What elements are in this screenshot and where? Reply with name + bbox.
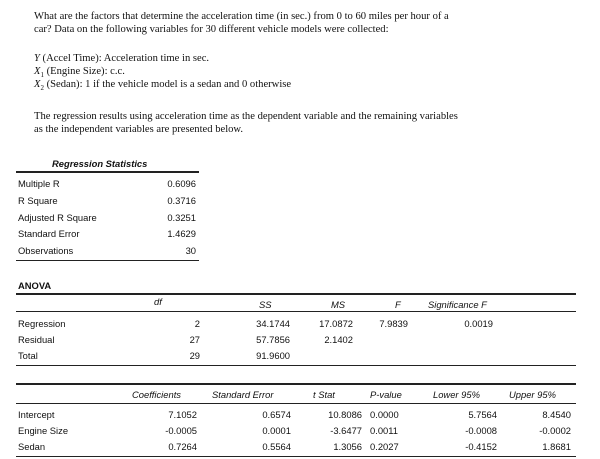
coef-cell: 0.7264 xyxy=(168,441,197,452)
reg-stats-label-multiple-r: Multiple R xyxy=(18,178,60,189)
anova-cell-df: 29 xyxy=(189,350,200,361)
intro-line-2: car? Data on the following variables for 30 different vehicle models were collected: xyxy=(34,24,389,35)
anova-row-label: Residual xyxy=(18,334,55,345)
reg-stats-label-std-error: Standard Error xyxy=(18,228,80,239)
coef-header-p-value: P-value xyxy=(370,389,402,400)
coef-header-t-stat: t Stat xyxy=(313,389,335,400)
reg-stats-label-r-square: R Square xyxy=(18,195,58,206)
reg-stats-value-multiple-r: 0.6096 xyxy=(167,178,196,189)
variable-x1-desc: (Engine Size): c.c. xyxy=(43,66,125,77)
coef-cell: -3.6477 xyxy=(330,425,362,436)
anova-cell-f: 7.9839 xyxy=(379,318,408,329)
coef-cell: 0.0001 xyxy=(262,425,291,436)
anova-cell-ss: 34.1744 xyxy=(256,318,290,329)
coef-header-coefficients: Coefficients xyxy=(132,389,181,400)
anova-row-label: Regression xyxy=(18,318,66,329)
reg-stats-bottom-rule xyxy=(16,260,199,261)
coef-cell: 0.6574 xyxy=(262,409,291,420)
variable-x1 xyxy=(34,66,125,79)
coef-cell: 0.5564 xyxy=(262,441,291,452)
variable-x2-sub: 2 xyxy=(40,84,44,93)
anova-cell-ss: 57.7856 xyxy=(256,334,290,345)
coef-cell: 0.0000 xyxy=(370,409,399,420)
coef-bottom-rule xyxy=(16,456,576,457)
anova-cell-ms: 2.1402 xyxy=(324,334,353,345)
variable-y xyxy=(34,53,209,66)
variable-y-symbol: Y xyxy=(34,53,40,64)
coef-cell: 1.3056 xyxy=(333,441,362,452)
coef-cell: 8.4540 xyxy=(542,409,571,420)
reg-stats-value-adj-r-square: 0.3251 xyxy=(167,212,196,223)
reg-stats-title: Regression Statistics xyxy=(52,158,148,169)
coef-row-label: Engine Size xyxy=(18,425,69,436)
anova-cell-df: 2 xyxy=(194,318,200,329)
coef-cell: 7.1052 xyxy=(168,409,197,420)
variable-x2-desc: (Sedan): 1 if the vehicle model is a sedan and 0 otherwise xyxy=(43,79,292,90)
coef-cell: -0.0005 xyxy=(165,425,197,436)
reg-stats-value-observations: 30 xyxy=(185,245,196,256)
coef-cell: 10.8086 xyxy=(328,409,362,420)
anova-header-f: F xyxy=(395,299,401,310)
variable-x1-sub: 1 xyxy=(40,71,44,80)
coef-row-label: Intercept xyxy=(18,409,55,420)
anova-header-significance-f: Significance F xyxy=(428,299,487,310)
coef-cell: 1.8681 xyxy=(542,441,571,452)
coef-cell: -0.0002 xyxy=(539,425,571,436)
intro-line-1: What are the factors that determine the acceleration time (in sec.) from 0 to 60 miles per hour of a xyxy=(34,11,449,22)
coef-header-rule xyxy=(16,403,576,404)
coef-cell: 0.2027 xyxy=(370,441,399,452)
anova-header-df: df xyxy=(154,296,162,307)
coef-cell: 0.0011 xyxy=(370,425,398,436)
coef-header-upper-95: Upper 95% xyxy=(509,389,556,400)
anova-cell-ss: 91.9600 xyxy=(256,350,290,361)
coef-row-label: Sedan xyxy=(18,441,46,452)
coef-cell: 5.7564 xyxy=(468,409,497,420)
anova-bottom-rule xyxy=(16,365,576,366)
anova-title: ANOVA xyxy=(18,280,52,291)
anova-row-label: Total xyxy=(18,350,38,361)
coef-cell: -0.0008 xyxy=(465,425,497,436)
coef-header-std-error: Standard Error xyxy=(212,389,274,400)
coef-top-rule xyxy=(16,383,576,385)
anova-header-ss: SS xyxy=(259,299,272,310)
anova-header-rule xyxy=(16,311,576,312)
coef-cell: -0.4152 xyxy=(465,441,497,452)
reg-stats-top-rule xyxy=(16,171,199,173)
anova-cell-sig: 0.0019 xyxy=(464,318,493,329)
reg-stats-label-adj-r-square: Adjusted R Square xyxy=(18,212,97,223)
coef-header-lower-95: Lower 95% xyxy=(433,389,480,400)
variable-x2 xyxy=(34,79,291,92)
reg-stats-label-observations: Observations xyxy=(18,245,74,256)
variable-y-desc: (Accel Time): Acceleration time in sec. xyxy=(39,53,210,64)
anova-top-rule xyxy=(16,293,576,295)
reg-stats-value-r-square: 0.3716 xyxy=(167,195,196,206)
variable-x1-symbol: X xyxy=(34,66,41,77)
regression-text-line-1: The regression results using acceleration time as the dependent variable and the remaining variables xyxy=(34,111,458,122)
regression-text-line-2: as the independent variables are presented below. xyxy=(34,124,244,135)
reg-stats-value-std-error: 1.4629 xyxy=(167,228,196,239)
anova-cell-df: 27 xyxy=(189,334,200,345)
anova-cell-ms: 17.0872 xyxy=(319,318,353,329)
anova-header-ms: MS xyxy=(331,299,346,310)
variable-x2-symbol: X xyxy=(34,79,41,90)
